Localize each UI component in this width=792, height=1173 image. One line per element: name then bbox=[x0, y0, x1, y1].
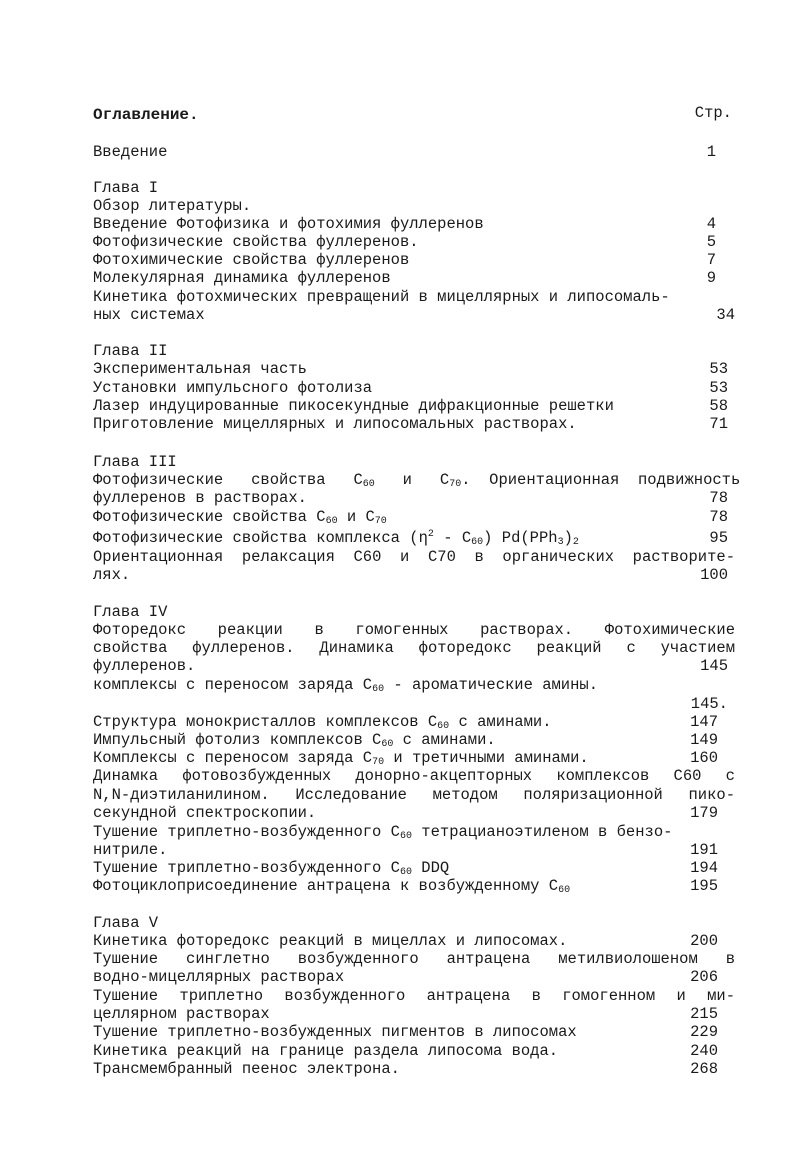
toc-title: Оглавление. bbox=[93, 106, 199, 124]
toc-page: 268 bbox=[690, 1060, 718, 1078]
toc-entry: Комплексы с переносом заряда $C_{70}$ и третичными аминами. bbox=[93, 749, 589, 768]
toc-entry: Фотофизические свойства $C_{60}$ и $C_{70}$ bbox=[93, 508, 387, 527]
toc-page: 9 bbox=[706, 269, 716, 287]
toc-page: 147 bbox=[690, 713, 718, 731]
toc-entry: Молекулярная динамика фуллеренов bbox=[93, 269, 391, 287]
toc-page: 206 bbox=[690, 968, 718, 986]
chapter-heading: Глава I bbox=[93, 179, 159, 197]
toc-page: 53 bbox=[709, 360, 728, 378]
toc-entry: Трансмембранный пеенос электрона. bbox=[93, 1060, 400, 1078]
toc-entry-continued: фуллеренов в растворах. bbox=[93, 489, 307, 507]
toc-entry-continued: секундной спектроскопии. bbox=[93, 804, 317, 822]
toc-entry-continued: ных системах bbox=[93, 306, 205, 324]
toc-page: 191 bbox=[690, 841, 718, 859]
toc-entry: Фоторедокс реакции в гомогенных растворах. Фотохимические bbox=[93, 621, 735, 639]
toc-page: 145. bbox=[690, 695, 728, 713]
toc-page: 100 bbox=[700, 566, 728, 584]
toc-entry: Введение Фотофизика и фотохимия фуллеренов bbox=[93, 215, 484, 233]
toc-entry: Тушение синглетно возбужденного антрацена метилвиолошеном в bbox=[93, 950, 735, 968]
toc-entry: Лазер индуцированные пикосекундные дифракционные решетки bbox=[93, 397, 614, 415]
page-column-label: Стр. bbox=[694, 104, 732, 122]
toc-entry-continued: свойства фуллеренов. Динамика фоторедокс реакций с участием bbox=[93, 639, 735, 657]
toc-entry: Фотоциклоприсоединение антрацена к возбужденному $C_{60}$ bbox=[93, 877, 571, 896]
toc-page: 34 bbox=[716, 306, 735, 324]
toc-page: 179 bbox=[690, 804, 718, 822]
toc-entry: Тушение триплетно-возбужденного $C_{60}$ DDQ bbox=[93, 859, 450, 878]
toc-page: 7 bbox=[706, 251, 716, 269]
toc-entry: Кинетика реакций на границе раздела липосома вода. bbox=[93, 1042, 559, 1060]
toc-entry: комплексы с переносом заряда $C_{60}$ - ароматические амины. bbox=[93, 676, 599, 695]
toc-entry: Кинетика фоторедокс реакций в мицеллах и липосомах. bbox=[93, 932, 568, 950]
toc-entry: Динамка фотовозбужденных донорно-акцепторных комплексов C60 с bbox=[93, 767, 735, 785]
chapter-subheading: Обзор литературы. bbox=[93, 197, 252, 215]
toc-entry: Фотохимические свойства фуллеренов bbox=[93, 251, 410, 269]
toc-entry: Фотофизические свойства комплекса $(\eta^2 - C_{60})$ $Pd(PPh_3)_2$ bbox=[93, 529, 579, 548]
toc-entry: Установки импульсного фотолиза bbox=[93, 379, 373, 397]
toc-entry: Кинетика фотохмических превращений в мицеллярных и липосомаль- bbox=[93, 288, 670, 306]
toc-page: 95 bbox=[709, 529, 728, 547]
chapter-heading: Глава III bbox=[93, 453, 177, 471]
toc-page-intro: 1 bbox=[706, 143, 716, 161]
toc-page: 160 bbox=[690, 749, 718, 767]
toc-entry: Ориентационная релаксация C60 и C70 в органических растворите- bbox=[93, 548, 735, 566]
toc-entry-intro: Введение bbox=[93, 143, 168, 161]
toc-entry: Тушение триплетно возбужденного антрацена в гомогенном и ми- bbox=[93, 987, 735, 1005]
toc-entry: Фотофизические свойства $C_{60}$ и $C_{70}$. Ориентационная подвижность bbox=[93, 471, 741, 490]
toc-page: 78 bbox=[709, 508, 728, 526]
toc-entry: Тушение триплетно-возбужденных пигментов в липосомах bbox=[93, 1023, 577, 1041]
toc-entry-continued: лях. bbox=[93, 566, 131, 584]
toc-page: 194 bbox=[690, 859, 718, 877]
toc-page: 229 bbox=[690, 1023, 718, 1041]
toc-page: 215 bbox=[690, 1005, 718, 1023]
toc-entry-continued: нитриле. bbox=[93, 841, 168, 859]
toc-entry-continued: целлярном растворах bbox=[93, 1005, 270, 1023]
toc-page: 200 bbox=[690, 932, 718, 950]
toc-entry-continued: фуллеренов. bbox=[93, 657, 196, 675]
toc-page: 5 bbox=[706, 233, 716, 251]
toc-page: 149 bbox=[690, 731, 718, 749]
toc-page: 71 bbox=[709, 415, 728, 433]
toc-entry: Структура монокристаллов комплексов $C_{60}$ с аминами. bbox=[93, 713, 552, 732]
toc-page: 145 bbox=[700, 657, 728, 675]
chapter-heading: Глава IV bbox=[93, 603, 168, 621]
toc-entry: Экспериментальная часть bbox=[93, 360, 307, 378]
toc-entry-continued: водно-мицеллярных растворах bbox=[93, 968, 345, 986]
chapter-heading: Глава V bbox=[93, 914, 159, 932]
toc-page: 58 bbox=[709, 397, 728, 415]
chapter-heading: Глава II bbox=[93, 342, 168, 360]
toc-entry: Фотофизические свойства фуллеренов. bbox=[93, 233, 419, 251]
toc-entry: Тушение триплетно-возбужденного $C_{60}$ тетрацианоэтиленом в бензо- bbox=[93, 823, 673, 842]
toc-page: 195 bbox=[690, 877, 718, 895]
toc-page: 78 bbox=[709, 489, 728, 507]
toc-page: 240 bbox=[690, 1042, 718, 1060]
toc-entry: Импульсный фотолиз комплексов $C_{60}$ с аминами. bbox=[93, 731, 496, 750]
toc-page: 4 bbox=[706, 215, 716, 233]
toc-page: 53 bbox=[709, 379, 728, 397]
toc-entry-continued: N,N-диэтиланилином. Исследование методом поляризационной пико- bbox=[93, 786, 735, 804]
toc-entry: Приготовление мицеллярных и липосомальных растворах. bbox=[93, 415, 577, 433]
